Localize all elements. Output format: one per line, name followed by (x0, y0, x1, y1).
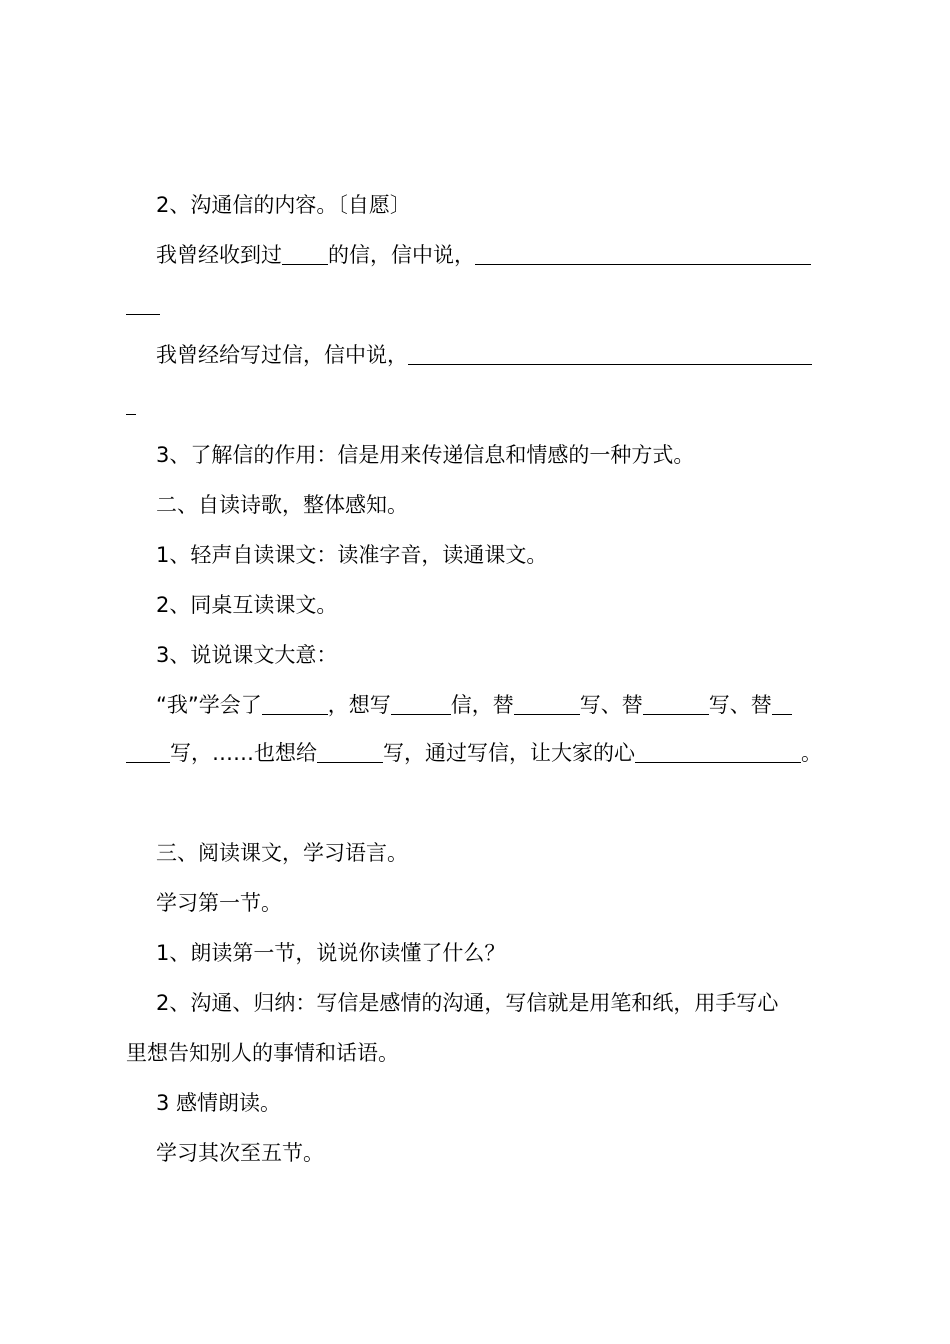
read-section-1 (156, 938, 505, 968)
wrote-letter-line (156, 340, 812, 370)
line-text: 信，替 (450, 693, 514, 717)
line-text: 3、了解信的作用：信是用来传递信息和情感的一种方式。 (156, 443, 695, 467)
item-communicate-letter (156, 190, 411, 220)
blank[interactable] (635, 740, 801, 763)
item-text: 2、沟通信的内容。〔自愿〕 (156, 193, 411, 217)
line-text: 学习其次至五节。 (156, 1141, 324, 1165)
blank[interactable] (126, 740, 170, 763)
line-text: 2、沟通、归纳：写信是感情的沟通，写信就是用笔和纸，用手写心 (156, 991, 779, 1015)
blank[interactable] (282, 242, 328, 265)
emotional-reading (156, 1088, 281, 1118)
line-text: 3 感情朗读。 (156, 1091, 282, 1115)
line-text: 。 (801, 741, 822, 765)
blank[interactable] (391, 692, 451, 715)
blank[interactable] (126, 392, 136, 415)
summarize-line (156, 988, 778, 1018)
blank[interactable] (514, 692, 580, 715)
line-text: 1、轻声自读课文：读准字音，读通课文。 (156, 543, 548, 567)
section-heading: 二、自读诗歌，整体感知。 (156, 493, 408, 517)
blank[interactable] (262, 692, 328, 715)
line-text: ，想写 (327, 693, 391, 717)
line-text: 写，……也想给 (170, 741, 317, 765)
summary-fill-line-2 (126, 738, 822, 768)
line-text: 我曾经收到过 (156, 243, 282, 267)
section-heading-2 (156, 490, 408, 520)
received-letter-line (156, 240, 811, 270)
study-section-1 (156, 888, 282, 918)
blank[interactable] (126, 292, 160, 315)
blank[interactable] (317, 740, 383, 763)
line-text: 2、同桌互读课文。 (156, 593, 338, 617)
step-3 (156, 640, 337, 670)
section-heading-3 (156, 838, 408, 868)
line-text: 的信，信中说， (328, 243, 475, 267)
line-text: 写、替 (579, 693, 643, 717)
blank-continuation (126, 390, 136, 420)
section-heading: 三、阅读课文，学习语言。 (156, 841, 408, 865)
line-text: 学习第一节。 (156, 891, 282, 915)
line-text: 写，通过写信，让大家的心 (383, 741, 635, 765)
blank[interactable] (772, 692, 792, 715)
line-text: 我曾经给写过信，信中说， (156, 343, 408, 367)
blank[interactable] (643, 692, 709, 715)
letter-purpose (156, 440, 694, 470)
summary-fill-line (156, 690, 792, 720)
blank[interactable] (475, 242, 811, 265)
summarize-line-2 (126, 1038, 399, 1068)
step-2 (156, 590, 337, 620)
line-text: 3、说说课文大意： (156, 643, 338, 667)
line-text: 里想告知别人的事情和话语。 (126, 1041, 399, 1065)
line-text: 写、替 (708, 693, 772, 717)
line-text: 1、朗读第一节，说说你读懂了什么？ (156, 941, 506, 965)
line-text: “我”学会了 (156, 693, 262, 717)
blank-continuation (126, 290, 160, 320)
blank[interactable] (408, 342, 812, 365)
step-1 (156, 540, 547, 570)
study-sections-2-5 (156, 1138, 324, 1168)
